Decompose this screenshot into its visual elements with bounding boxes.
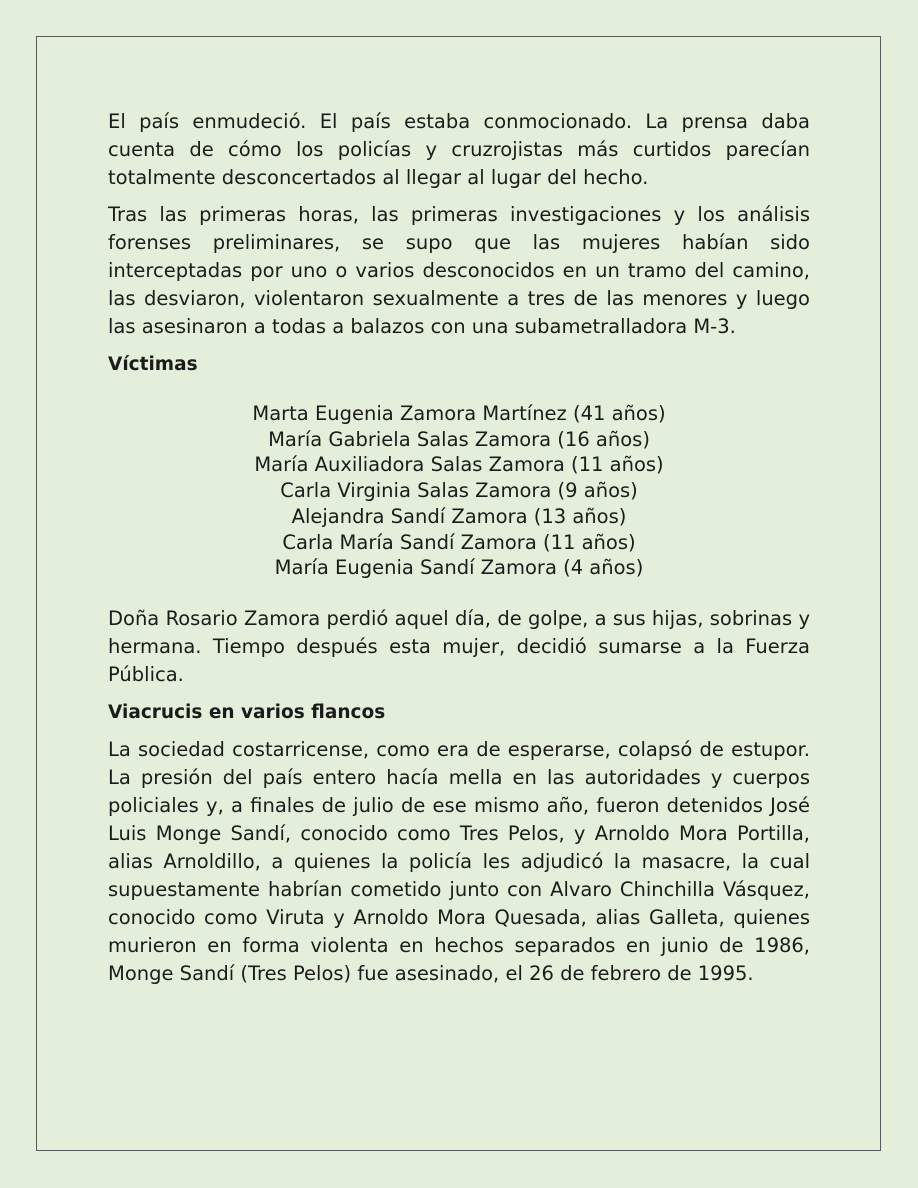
paragraph-intro-1: El país enmudeció. El país estaba conmocionado. La prensa daba cuenta de cómo los policías y cruzrojistas más curtidos parecían totalmente desconcertados al llegar al lugar del hecho. xyxy=(108,110,810,189)
victims-list xyxy=(108,401,810,581)
document-body xyxy=(108,108,810,997)
victim-item: María Eugenia Sandí Zamora (4 años) xyxy=(274,556,644,580)
paragraph-intro-2: Tras las primeras horas, las primeras investigaciones y los análisis forenses preliminares, se supo que las mujeres habían sido interceptadas por uno o varios desconocidos en un tramo del camino, las desviaron, violentaron sexualmente a tres de las menores y luego las asesinaron a todas a balazos con una subametralladora M-3. xyxy=(108,203,810,338)
paragraph-viacrucis: La sociedad costarricense, como era de esperarse, colapsó de estupor. La presión del país entero hacía mella en las autoridades y cuerpos policiales y, a finales de julio de ese mismo año, fueron detenidos José Luis Monge Sandí, conocido como Tres Pelos, y Arnoldo Mora Portilla, alias Arnoldillo, a quienes la policía les adjudicó la masacre, la cual supuestamente habrían cometido junto con Alvaro Chinchilla Vásquez, conocido como Viruta y Arnoldo Mora Quesada, alias Galleta, quienes murieron en forma violenta en hechos separados en junio de 1986, Monge Sandí (Tres Pelos) fue asesinado, el 26 de febrero de 1995. xyxy=(108,737,810,985)
victim-item: María Auxiliadora Salas Zamora (11 años) xyxy=(254,453,664,477)
victim-item: Marta Eugenia Zamora Martínez (41 años) xyxy=(252,402,666,425)
viacrucis-heading: Viacrucis en varios flancos xyxy=(108,701,386,723)
paragraph-after-victims: Doña Rosario Zamora perdió aquel día, de golpe, a sus hijas, sobrinas y hermana. Tiempo después esta mujer, decidió sumarse a la Fuerza Pública. xyxy=(108,606,810,686)
victim-item: Carla María Sandí Zamora (11 años) xyxy=(282,530,636,554)
victim-item: María Gabriela Salas Zamora (16 años) xyxy=(268,427,650,451)
victims-heading: Víctimas xyxy=(108,354,198,375)
victim-item: Carla Virginia Salas Zamora (9 años) xyxy=(280,479,638,503)
victim-item: Alejandra Sandí Zamora (13 años) xyxy=(291,504,627,528)
